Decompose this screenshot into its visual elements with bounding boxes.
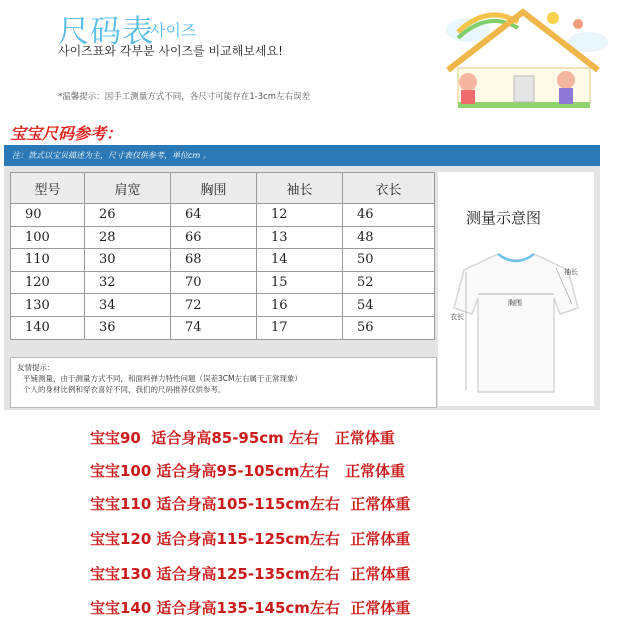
size-chart-subtitle: 사이즈표와 각부분 사이즈를 비교해보세요! bbox=[58, 44, 283, 58]
size-chart-title-kr: 사이즈 bbox=[150, 21, 197, 40]
table-cell: 30 bbox=[85, 249, 171, 272]
table-cell: 50 bbox=[343, 249, 435, 272]
table-cell: 68 bbox=[171, 249, 257, 272]
table-cell: 66 bbox=[171, 226, 257, 249]
table-cell: 15 bbox=[257, 271, 343, 294]
fit-line: 宝宝140 适合身高135-145cm左右 正常体重 bbox=[90, 599, 411, 617]
tips-box bbox=[10, 357, 437, 408]
fit-line: 宝宝100 适合身高95-105cm左右 正常体重 bbox=[90, 462, 406, 480]
table-cell: 72 bbox=[171, 294, 257, 317]
diagram-label-length: 衣长 bbox=[450, 313, 464, 321]
tips-line: 平铺测量，由于测量方式不同，和面料弹力特性问题（误差3CM左右属于正常现象） bbox=[23, 374, 302, 383]
table-cell: 16 bbox=[257, 294, 343, 317]
diagram-label-sleeve: 袖长 bbox=[564, 268, 578, 276]
table-cell: 64 bbox=[171, 204, 257, 227]
table-cell: 90 bbox=[11, 204, 85, 227]
note-bar bbox=[4, 145, 600, 166]
column-header-chest: 胸围 bbox=[171, 173, 257, 204]
table-header-row bbox=[11, 173, 435, 204]
table-cell: 120 bbox=[11, 271, 85, 294]
table-cell: 14 bbox=[257, 249, 343, 272]
table-cell: 34 bbox=[85, 294, 171, 317]
star-icon bbox=[547, 12, 559, 24]
table-row bbox=[11, 204, 435, 227]
table-row bbox=[11, 271, 435, 294]
table-row bbox=[11, 316, 435, 339]
table-cell: 46 bbox=[343, 204, 435, 227]
section-title: 宝宝尺码参考： bbox=[10, 124, 123, 143]
tshirt-icon bbox=[438, 242, 594, 402]
table-cell: 28 bbox=[85, 226, 171, 249]
table-cell: 52 bbox=[343, 271, 435, 294]
table-cell: 17 bbox=[257, 316, 343, 339]
size-chart-title: 尺码表 bbox=[58, 14, 154, 50]
diagram-title: 测量示意图 bbox=[466, 209, 542, 227]
table-row bbox=[11, 249, 435, 272]
measurement-diagram bbox=[438, 172, 594, 406]
column-header-sleeve: 袖长 bbox=[257, 173, 343, 204]
column-header-model: 型号 bbox=[11, 173, 85, 204]
table-row bbox=[11, 294, 435, 317]
fit-line: 宝宝130 适合身高125-135cm左右 正常体重 bbox=[90, 565, 411, 583]
table-cell: 56 bbox=[343, 316, 435, 339]
table-cell: 26 bbox=[85, 204, 171, 227]
table-cell: 70 bbox=[171, 271, 257, 294]
table-cell: 110 bbox=[11, 249, 85, 272]
child-figure-icon bbox=[459, 73, 477, 91]
table-cell: 100 bbox=[11, 226, 85, 249]
measurement-note: *温馨提示：因手工测量方式不同，各尺寸可能存在1-3cm左右误差 bbox=[58, 92, 311, 102]
fit-line: 宝宝120 适合身高115-125cm左右 正常体重 bbox=[90, 530, 411, 548]
table-row bbox=[11, 226, 435, 249]
column-header-shoulder: 肩宽 bbox=[85, 173, 171, 204]
table-cell: 12 bbox=[257, 204, 343, 227]
child-figure-icon bbox=[557, 71, 575, 89]
tips-line: 个人的身材比例和穿衣喜好不同，我们的尺码推荐仅供参考。 bbox=[23, 385, 226, 394]
table-cell: 48 bbox=[343, 226, 435, 249]
fit-line: 宝宝90 适合身高85-95cm 左右 正常体重 bbox=[90, 429, 395, 447]
table-cell: 13 bbox=[257, 226, 343, 249]
table-cell: 36 bbox=[85, 316, 171, 339]
table-cell: 74 bbox=[171, 316, 257, 339]
size-table bbox=[10, 172, 435, 340]
column-header-length: 衣长 bbox=[343, 173, 435, 204]
table-cell: 140 bbox=[11, 316, 85, 339]
fit-line: 宝宝110 适合身高105-115cm左右 正常体重 bbox=[90, 495, 411, 513]
note-bar-text: 注：款式以宝贝描述为主，尺寸表仅供参考，单位cm 。 bbox=[12, 151, 211, 160]
table-cell: 54 bbox=[343, 294, 435, 317]
table-cell: 32 bbox=[85, 271, 171, 294]
tips-heading: 友情提示： bbox=[17, 363, 55, 372]
diagram-label-chest: 胸围 bbox=[508, 299, 522, 307]
table-cell: 130 bbox=[11, 294, 85, 317]
house-illustration bbox=[428, 2, 618, 112]
